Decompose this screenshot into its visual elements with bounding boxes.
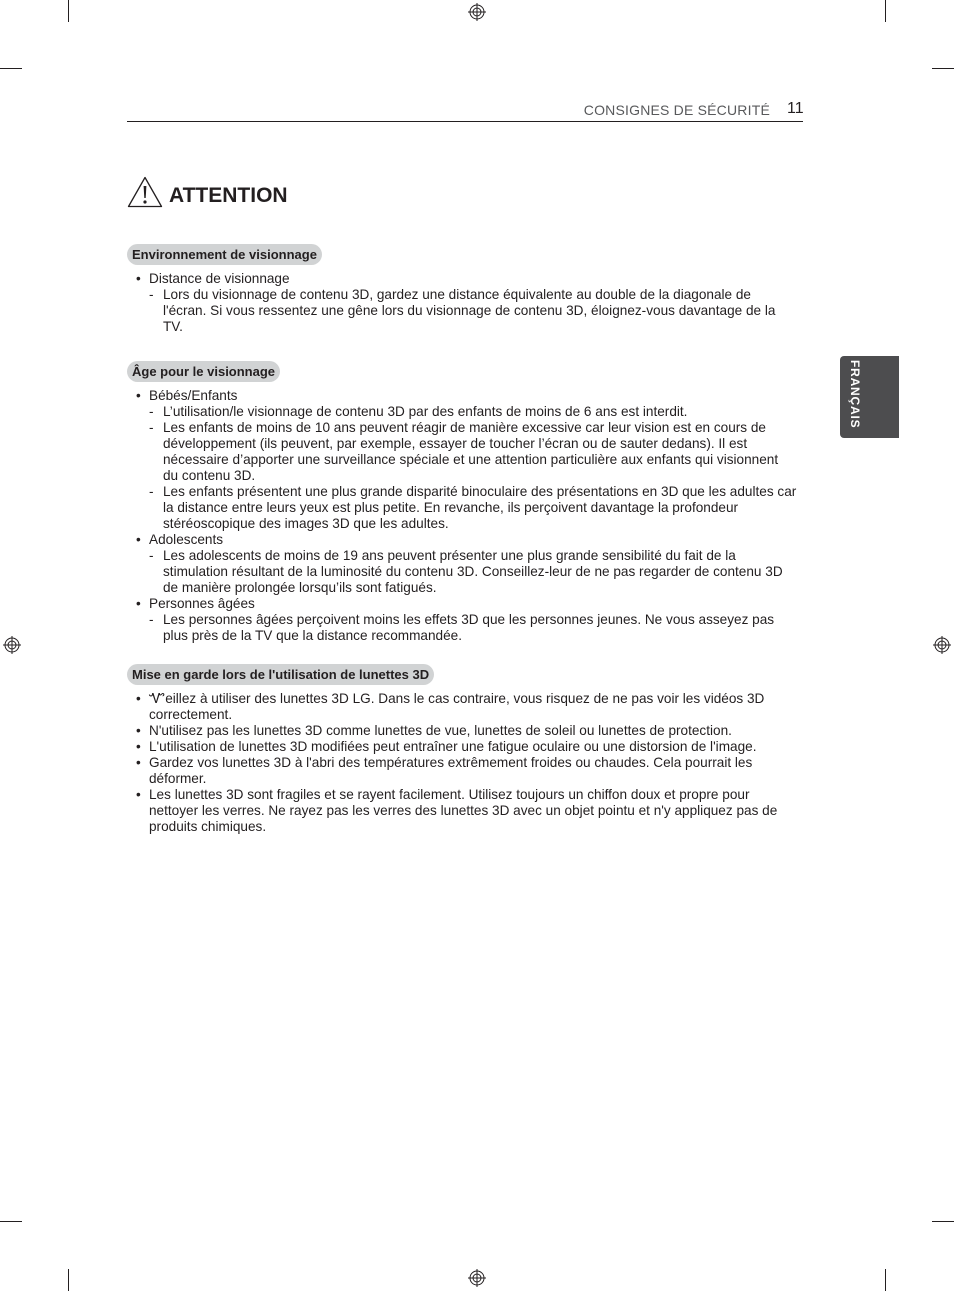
- crop-mark: [0, 68, 22, 69]
- sub-list: [149, 404, 797, 532]
- crop-mark: [68, 0, 69, 22]
- section-heading: Âge pour le visionnage: [127, 361, 280, 382]
- list-item: • Ꮙeillez à utiliser des lunettes 3D LG. Dans le cas contraire, vous risquez de ne pas voir les vidéos 3D correctement.: [127, 691, 797, 723]
- sub-list-item: - L’utilisation/le visionnage de contenu 3D par des enfants de moins de 6 ans est interdit.: [149, 404, 797, 420]
- language-tab: [840, 356, 899, 438]
- page-title-text: ATTENTION: [169, 184, 288, 207]
- section-viewing-age: [127, 361, 797, 644]
- crop-mark: [932, 68, 954, 69]
- section-heading: Environnement de visionnage: [127, 244, 322, 265]
- crop-mark: [885, 1269, 886, 1291]
- list-item-text: Distance de visionnage: [149, 271, 290, 286]
- list-item-text: Adolescents: [149, 532, 224, 547]
- header-divider: [127, 121, 803, 122]
- section-3d-glasses-warning: [127, 664, 797, 835]
- crop-mark: [0, 1221, 22, 1222]
- sub-list-item: - Les adolescents de moins de 19 ans peuvent présenter une plus grande sensibilité du fait de la stimulation résultant de la luminosité du contenu 3D. Conseillez-leur de ne pas regarder de contenu 3D de manière prolongée lorsqu’ils sont fatigués.: [149, 548, 797, 596]
- list-item: [127, 271, 797, 335]
- registration-mark-icon: [933, 636, 951, 654]
- list-item: • Les lunettes 3D sont fragiles et se rayent facilement. Utilisez toujours un chiffon doux et propre pour nettoyer les verres. Ne rayez pas les verres des lunettes 3D avec un objet pointu et n'y appliquez pas de produits chimiques.: [127, 787, 797, 835]
- bullet-list: [127, 271, 797, 335]
- warning-triangle-icon: [127, 176, 163, 208]
- sub-list-item: - Les enfants de moins de 10 ans peuvent réagir de manière excessive car leur vision est en cours de développement (ils peuvent, par exemple, essayer de toucher l’écran ou de sauter dedans). Il est nécessaire d’apporter une surveillance spéciale et une attention particulière aux enfants qui visionnent du contenu 3D.: [149, 420, 797, 484]
- sub-list: [149, 287, 797, 335]
- bullet-list: [127, 691, 797, 835]
- list-item-text: Personnes âgées: [149, 596, 255, 611]
- sub-list-item: - Les enfants présentent une plus grande disparité binoculaire des présentations en 3D que les adultes car la distance entre leurs yeux est plus petite. En revanche, ils perçoivent davantage la profondeur stéréoscopique des images 3D que les adultes.: [149, 484, 797, 532]
- section-viewing-environment: [127, 244, 797, 335]
- page-number: 11: [787, 100, 804, 117]
- running-header: CONSIGNES DE SÉCURITÉ: [583, 102, 770, 118]
- list-item: • N'utilisez pas les lunettes 3D comme lunettes de vue, lunettes de soleil ou lunettes de protection.: [127, 723, 797, 739]
- list-item: • L'utilisation de lunettes 3D modifiées peut entraîner une fatigue oculaire ou une distorsion de l'image.: [127, 739, 797, 755]
- language-tab-label: FRANÇAIS: [848, 360, 862, 429]
- list-item: [127, 388, 797, 532]
- sub-list-item: - Lors du visionnage de contenu 3D, gardez une distance équivalente au double de la diagonale de l'écran. Si vous ressentez une gêne lors du visionnage de contenu 3D, éloignez-vous davantage de la TV.: [149, 287, 797, 335]
- registration-mark-icon: [468, 1269, 486, 1287]
- list-item-text: Bébés/Enfants: [149, 388, 238, 403]
- section-heading: Mise en garde lors de l'utilisation de lunettes 3D: [127, 664, 434, 685]
- list-item: [127, 596, 797, 644]
- sub-list: [149, 548, 797, 596]
- sub-list: [149, 612, 797, 644]
- sub-list-item: - Les personnes âgées perçoivent moins les effets 3D que les personnes jeunes. Ne vous asseyez pas plus près de la TV que la distance recommandée.: [149, 612, 797, 644]
- crop-mark: [885, 0, 886, 22]
- page-title: [127, 176, 288, 208]
- crop-mark: [932, 1221, 954, 1222]
- registration-mark-icon: [3, 636, 21, 654]
- list-item: [127, 532, 797, 596]
- list-item: • Gardez vos lunettes 3D à l'abri des températures extrêmement froides ou chaudes. Cela pourrait les déformer.: [127, 755, 797, 787]
- registration-mark-icon: [468, 3, 486, 21]
- bullet-list: [127, 388, 797, 644]
- crop-mark: [68, 1269, 69, 1291]
